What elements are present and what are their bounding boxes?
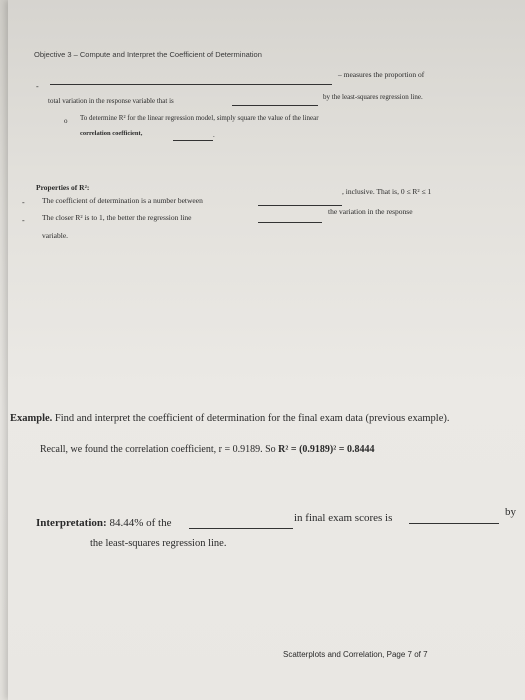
recall-text: Recall, we found the correlation coefficient, r = 0.9189. So — [40, 444, 279, 455]
interpretation-blank-2 — [409, 523, 499, 524]
correlation-blank — [173, 140, 213, 141]
definition-text-3: by the least-squares regression line. — [323, 93, 423, 101]
sub-bullet-text-1: To determine R² for the linear regression model, simply square the value of the linear — [80, 114, 319, 122]
property-1-text-right: , inclusive. That is, 0 ≤ R² ≤ 1 — [342, 187, 432, 196]
interpretation-label: Interpretation: — [36, 517, 107, 529]
property-1-marker: - — [22, 198, 25, 207]
sub-bullet-text-2: correlation coefficient, — [80, 130, 143, 137]
interpretation-blank-1 — [189, 528, 293, 529]
worksheet-page — [8, 0, 525, 700]
interpretation-text-3: by — [505, 506, 516, 518]
property-2-marker: - — [22, 216, 25, 225]
interpretation-text-2: in final exam scores is — [294, 512, 393, 524]
definition-bullet: - — [36, 82, 39, 91]
property-2-text: The closer R² is to 1, the better the regression line — [42, 213, 192, 222]
page-footer: Scatterplots and Correlation, Page 7 of 7 — [283, 650, 428, 659]
sub-bullet-period: . — [213, 131, 215, 139]
interpretation-line-2: the least-squares regression line. — [90, 538, 227, 549]
recall-line — [40, 444, 374, 455]
example-line — [10, 413, 450, 424]
property-1-text: The coefficient of determination is a number between — [42, 196, 203, 205]
properties-heading: Properties of R²: — [36, 183, 90, 192]
property-1-blank — [258, 205, 342, 206]
sub-bullet-marker: o — [64, 117, 68, 125]
definition-blank-2 — [232, 105, 318, 106]
property-2-continuation: variable. — [42, 231, 69, 240]
property-2-text-right: the variation in the response — [328, 207, 413, 216]
example-text: Find and interpret the coefficient of determination for the final exam data (previous example). — [52, 413, 450, 424]
recall-formula: R² = (0.9189)² = 0.8444 — [278, 444, 375, 455]
example-label: Example. — [10, 413, 53, 424]
objective-heading: Objective 3 – Compute and Interpret the Coefficient of Determination — [34, 50, 262, 59]
property-2-blank — [258, 222, 322, 223]
definition-text-1: – measures the proportion of — [338, 70, 425, 79]
interpretation-line — [36, 517, 171, 529]
definition-text-2: total variation in the response variable that is — [48, 97, 174, 105]
interpretation-text-1: 84.44% of the — [106, 517, 172, 529]
definition-blank-1 — [50, 84, 332, 85]
